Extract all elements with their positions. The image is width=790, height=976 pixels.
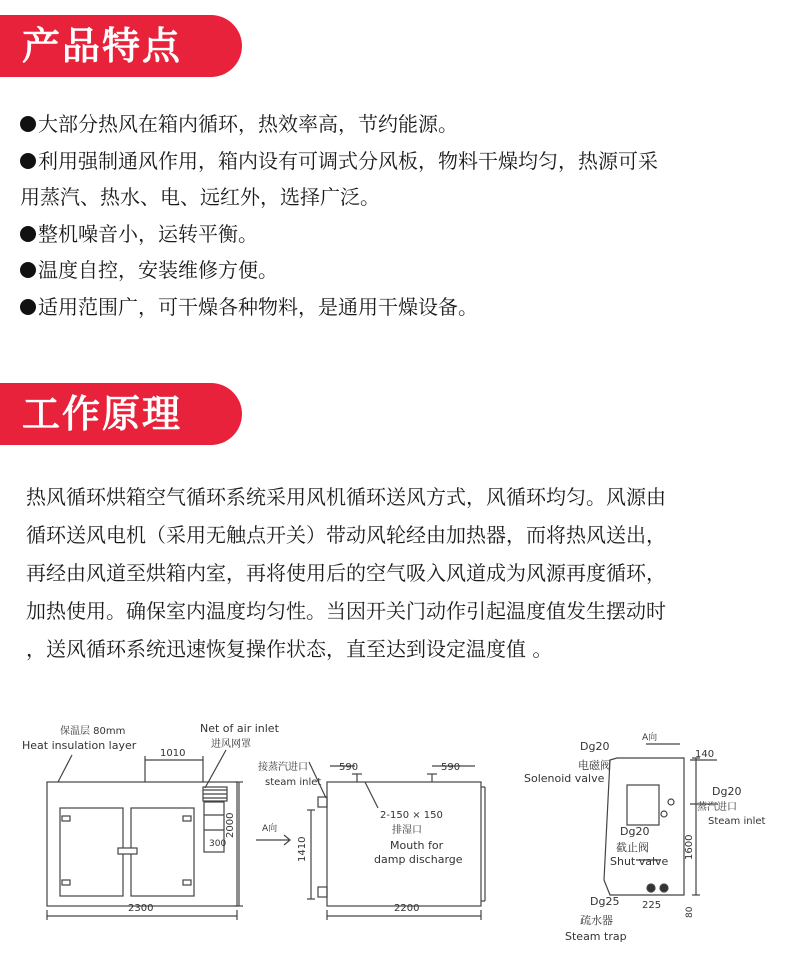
steam-en-label: Steam inlet xyxy=(708,816,766,827)
a-dir-label: A向 xyxy=(642,733,658,743)
technical-diagram xyxy=(0,690,790,970)
bullet-icon xyxy=(20,116,36,132)
valve-box xyxy=(627,785,659,825)
insulation-leader xyxy=(58,755,72,782)
damp-leader xyxy=(365,782,378,808)
trap-cn-label: 疏水器 xyxy=(580,914,613,927)
bullet-icon xyxy=(20,299,36,315)
dim-225: 225 xyxy=(642,900,662,911)
dim-80: 80 xyxy=(685,906,695,918)
principle-line: 加热使用。确保室内温度均匀性。当因开关门动作引起温度值发生摆动时 xyxy=(26,599,666,623)
bullet-icon xyxy=(20,153,36,169)
dim-1010: 1010 xyxy=(160,748,186,759)
door-handle xyxy=(118,848,137,854)
shut-en-label: Shut valve xyxy=(610,855,669,868)
dim-1410: 1410 xyxy=(297,836,308,862)
dim-300: 300 xyxy=(209,839,227,849)
air-inlet-en-label: Net of air inlet xyxy=(200,722,279,735)
features-list xyxy=(20,106,770,325)
feature-item: 温度自控，安装维修方便。 xyxy=(20,252,770,289)
dg20-mid-label: Dg20 xyxy=(620,825,650,838)
dim-590-right: 590 xyxy=(441,762,461,773)
principle-title: 工作原理 xyxy=(22,392,183,436)
dim-2200: 2200 xyxy=(394,903,420,914)
dim-590-left: 590 xyxy=(339,762,359,773)
dim-2300: 2300 xyxy=(128,903,154,914)
dim-1600: 1600 xyxy=(684,834,695,860)
solenoid-en-label: Solenoid valve xyxy=(524,772,605,785)
feature-item: 利用强制通风作用，箱内设有可调式分风板，物料干燥均匀，热源可采 xyxy=(20,143,770,180)
dim-2000: 2000 xyxy=(225,812,236,838)
air-inlet-cn-label: 进风网罩 xyxy=(211,739,251,750)
shut-cn-label: 截止阀 xyxy=(616,841,649,854)
principle-paragraph xyxy=(26,478,766,668)
bullet-icon xyxy=(20,226,36,242)
dim-140: 140 xyxy=(695,749,715,760)
steam-inlet-en-label: steam inlet xyxy=(265,777,322,788)
feature-item: 适用范围广，可干燥各种物料，是通用干燥设备。 xyxy=(20,289,770,326)
feature-item: 大部分热风在箱内循环，热效率高，节约能源。 xyxy=(20,106,770,143)
dg20-top-label: Dg20 xyxy=(580,740,610,753)
steam-trap-valve xyxy=(647,884,655,892)
solenoid-cn-label: 电磁阀 xyxy=(578,759,611,772)
feature-item-continued: 用蒸汽、热水、电、远红外，选择广泛。 xyxy=(20,185,380,209)
bullet-icon xyxy=(20,262,36,278)
principle-heading xyxy=(0,383,242,445)
dg25-label: Dg25 xyxy=(590,895,620,908)
feature-item: 整机噪音小，运转平衡。 xyxy=(20,216,770,253)
trap-en-label: Steam trap xyxy=(565,930,627,943)
principle-line: ，送风循环系统迅速恢复操作状态，直至达到设定温度值 。 xyxy=(26,637,553,661)
steam-cn-label: 蒸汽进口 xyxy=(697,802,737,813)
dg20-right-label: Dg20 xyxy=(712,785,742,798)
view-arrow xyxy=(256,835,290,845)
steam-inlet-pipe xyxy=(318,797,327,807)
damp-cn-label: 排湿口 xyxy=(392,825,422,836)
features-heading xyxy=(0,15,242,77)
steam-inlet-cn-label: 接蒸汽进口 xyxy=(258,762,308,773)
features-title: 产品特点 xyxy=(22,24,183,68)
damp-en-label-1: Mouth for xyxy=(390,839,444,852)
principle-line: 热风循环烘箱空气循环系统采用风机循环送风方式，风循环均匀。风源由 xyxy=(26,485,666,509)
insulation-cn-label: 保温层 80mm xyxy=(60,726,126,737)
insulation-en-label: Heat insulation layer xyxy=(22,739,137,752)
principle-line: 再经由风道至烘箱内室，再将使用后的空气吸入风道成为风源再度循环， xyxy=(26,561,666,585)
view-a-label: A向 xyxy=(262,824,278,834)
damp-size-label: 2-150 × 150 xyxy=(380,810,443,821)
damp-en-label-2: damp discharge xyxy=(374,853,463,866)
principle-line: 循环送风电机（采用无触点开关）带动风轮经由加热器，而将热风送出， xyxy=(26,523,666,547)
